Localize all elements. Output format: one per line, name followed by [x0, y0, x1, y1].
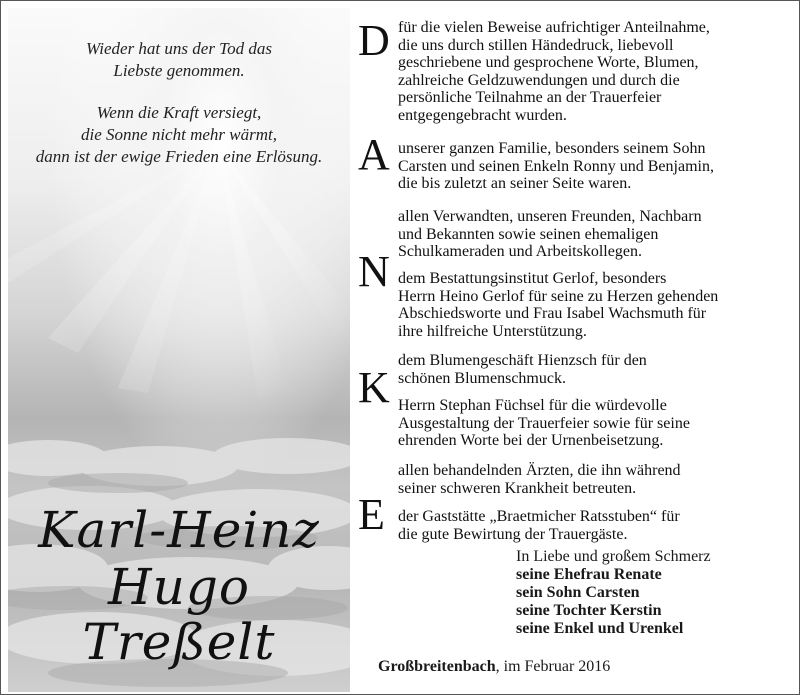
- text-line: dem Bestattungsinstitut Gerlof, besonders: [398, 270, 667, 287]
- thanks-paragraph: [398, 19, 798, 124]
- text-line: der Gaststätte „Braetmicher Ratsstuben“ für: [398, 508, 680, 525]
- deceased-last-name: Treßelt: [82, 613, 276, 671]
- text-line: unserer ganzen Familie, besonders seinem Sohn: [398, 140, 706, 157]
- poem-line: die Sonne nicht mehr wärmt,: [81, 125, 277, 144]
- text-line: Herrn Stephan Füchsel für die würdevolle: [398, 397, 667, 414]
- text-line: Carsten und seinen Enkeln Ronny und Benjamin,: [398, 157, 714, 175]
- text-line: zahlreiche Geldzuwendungen und durch die: [398, 71, 680, 89]
- deceased-middle-name: Hugo: [108, 558, 250, 616]
- poem-stanza-2: [8, 102, 350, 168]
- initial-letter-n: N: [358, 247, 390, 296]
- text-line: die uns durch stillen Händedruck, liebevoll: [398, 36, 674, 54]
- text-line: entgegengebracht wurden.: [398, 106, 567, 124]
- text-line: allen Verwandten, unseren Freunden, Nachbarn: [398, 208, 702, 225]
- text-line: persönliche Teilnahme an der Trauerfeier: [398, 89, 662, 106]
- signature-intro: In Liebe und großem Schmerz: [516, 548, 711, 565]
- initial-letter-a: A: [358, 130, 390, 179]
- thanks-panel: [358, 0, 798, 695]
- text-line: und Bekannten sowie seinen ehemaligen: [398, 225, 659, 243]
- place-town: Großbreitenbach: [378, 658, 496, 675]
- text-line: allen behandelnden Ärzten, die ihn während: [398, 462, 681, 479]
- thanks-paragraph: [398, 397, 798, 450]
- signature-block: [516, 548, 711, 638]
- thanks-paragraph: [398, 140, 798, 193]
- thanks-paragraph: [398, 462, 798, 497]
- text-line: ihre hilfreiche Unterstützung.: [398, 322, 587, 340]
- thanks-paragraph: [398, 270, 798, 340]
- poem-line: Wenn die Kraft versiegt,: [96, 103, 262, 122]
- deceased-first-name: Karl-Heinz: [38, 501, 320, 559]
- poem-line: Liebste genommen.: [113, 61, 245, 80]
- signature-name: sein Sohn Carsten: [516, 584, 640, 601]
- text-line: schönen Blumenschmuck.: [398, 369, 566, 387]
- initial-letter-d: D: [358, 16, 390, 65]
- thanks-paragraph: [398, 208, 798, 261]
- place-date: , im Februar 2016: [495, 658, 611, 675]
- text-line: die gute Bewirtung der Trauergäste.: [398, 525, 628, 543]
- initial-letter-e: E: [358, 490, 385, 539]
- text-line: seiner schweren Krankheit betreuten.: [398, 479, 637, 497]
- text-line: Ausgestaltung der Trauerfeier sowie für seine: [398, 414, 690, 432]
- thanks-paragraph: [398, 508, 798, 543]
- poem-stanza-1: [8, 38, 350, 82]
- text-line: für die vielen Beweise aufrichtiger Anteilnahme,: [398, 19, 710, 36]
- signature-name: seine Enkel und Urenkel: [516, 620, 684, 637]
- text-line: geschriebene und gesprochene Worte, Blumen,: [398, 54, 699, 71]
- text-line: Herrn Heino Gerlof für seine zu Herzen gehenden: [398, 287, 719, 305]
- text-line: Schulkameraden und Arbeitskollegen.: [398, 243, 642, 260]
- text-line: die bis zuletzt an seiner Seite waren.: [398, 175, 632, 192]
- sky-photo: [8, 8, 350, 692]
- thanks-paragraph: [398, 352, 798, 387]
- text-line: ehrenden Worte bei der Urnenbeisetzung.: [398, 432, 664, 449]
- text-line: Abschiedsworte und Frau Isabel Wachsmuth für: [398, 305, 707, 322]
- poem-line: dann ist der ewige Frieden eine Erlösung.: [35, 147, 323, 166]
- poem-line: Wieder hat uns der Tod das: [86, 39, 272, 58]
- initial-letter-k: K: [358, 363, 390, 412]
- signature-name: seine Tochter Kerstin: [516, 602, 662, 619]
- place-date-line: [378, 658, 610, 676]
- text-line: dem Blumengeschäft Hienzsch für den: [398, 352, 647, 369]
- signature-name: seine Ehefrau Renate: [516, 566, 662, 583]
